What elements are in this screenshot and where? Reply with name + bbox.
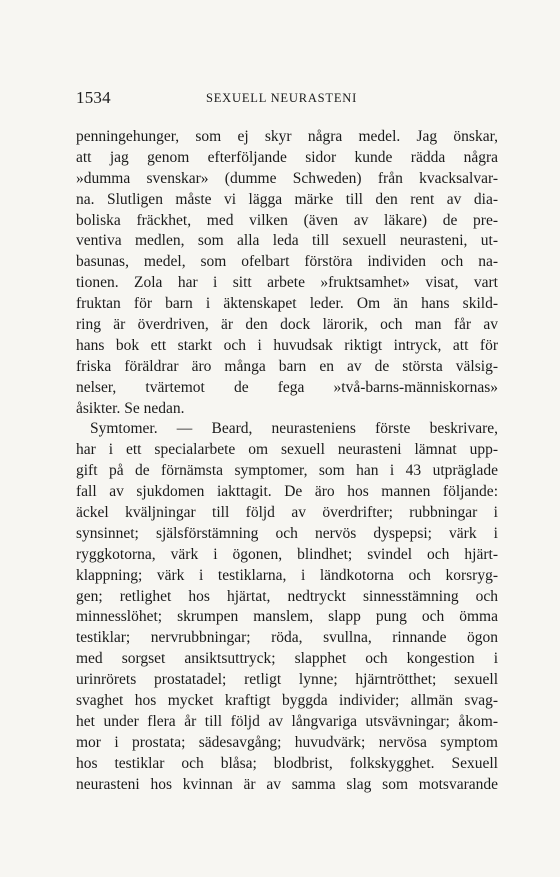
text-line: na. Slutligen måste vi lägga märke till den rent av dia-: [76, 190, 498, 208]
text-line: att jag genom efterföljande sidor kunde rädda några: [76, 148, 498, 166]
text-line: basunas, medel, som ofelbart förstöra individen och na-: [76, 253, 498, 271]
text-line: svaghet hos mycket kraftigt byggda individer; allmän svag-: [76, 692, 498, 710]
text-line: hans bok ett starkt och i huvudsak riktigt intryck, att för: [76, 336, 498, 354]
text-line: tionen. Zola har i sitt arbete »fruktsamhet» visat, vart: [76, 274, 498, 292]
text-line: mor i prostata; sädesavgång; huvudvärk; nervösa symptom: [76, 733, 498, 751]
page-header: [76, 88, 516, 112]
text-line: ryggkotorna, värk i ögonen, blindhet; svindel och hjärt-: [76, 545, 498, 563]
text-line: åsikter. Se nedan.: [76, 399, 185, 417]
text-line: gift på de förnämsta symptomer, som han i 43 utpräglade: [76, 462, 498, 480]
text-line: urinrörets prostatadel; retligt lynne; hjärntrötthet; sexuell: [76, 671, 498, 689]
text-line: het under flera år till följd av långvariga utsvävningar; åkom-: [76, 712, 498, 730]
running-head: SEXUELL NEURASTENI: [206, 91, 358, 105]
text-line: friska föräldrar äro många barn en av de största välsig-: [76, 357, 498, 375]
text-line: har i ett specialarbete om sexuell neurasteni lämnat upp-: [76, 441, 498, 459]
text-line: penningehunger, som ej skyr några medel. Jag önskar,: [76, 128, 498, 145]
text-line: ventiva medlen, som alla leda till sexuell neurasteni, ut-: [76, 232, 498, 250]
text-line: fall av sjukdomen iakttagit. De äro hos mannen följande:: [76, 483, 498, 501]
text-line: med sorgset ansiktsuttryck; slapphet och kongestion i: [76, 650, 498, 668]
text-line: synsinnet; själsförstämning och nervös dyspepsi; värk i: [76, 524, 498, 542]
text-line: klappning; värk i testiklarna, i ländkotorna och korsryg-: [76, 566, 498, 584]
text-line: »dumma svenskar» (dumme Schweden) från kvacksalvar-: [76, 169, 498, 187]
text-line: minnesslöhet; skrumpen manslem, slapp pung och ömma: [76, 608, 498, 626]
text-line: ring är överdriven, är den dock lärorik, och man får av: [76, 316, 498, 334]
body-text: [76, 127, 498, 796]
text-line: nelser, tvärtemot de fega »två-barns-människornas»: [76, 378, 498, 396]
text-line: boliska fräckhet, med vilken (även av läkare) de pre-: [76, 211, 498, 229]
text-line: testiklar; nervrubbningar; röda, svullna, rinnande ögon: [76, 629, 498, 647]
text-line: fruktan för barn i äktenskapet leder. Om än hans skild-: [76, 295, 498, 313]
text-line: Symtomer. — Beard, neurasteniens förste beskrivare,: [90, 420, 498, 438]
text-line: gen; retlighet hos hjärtat, nedtryckt sinnesstämning och: [76, 587, 498, 605]
text-line: neurasteni hos kvinnan är av samma slag som motsvarande: [76, 775, 498, 793]
text-line: äckel kväljningar till följd av överdrifter; rubbningar i: [76, 504, 498, 522]
text-line: hos testiklar och blåsa; blodbrist, folkskygghet. Sexuell: [76, 754, 498, 772]
page-number: 1534: [76, 88, 111, 107]
